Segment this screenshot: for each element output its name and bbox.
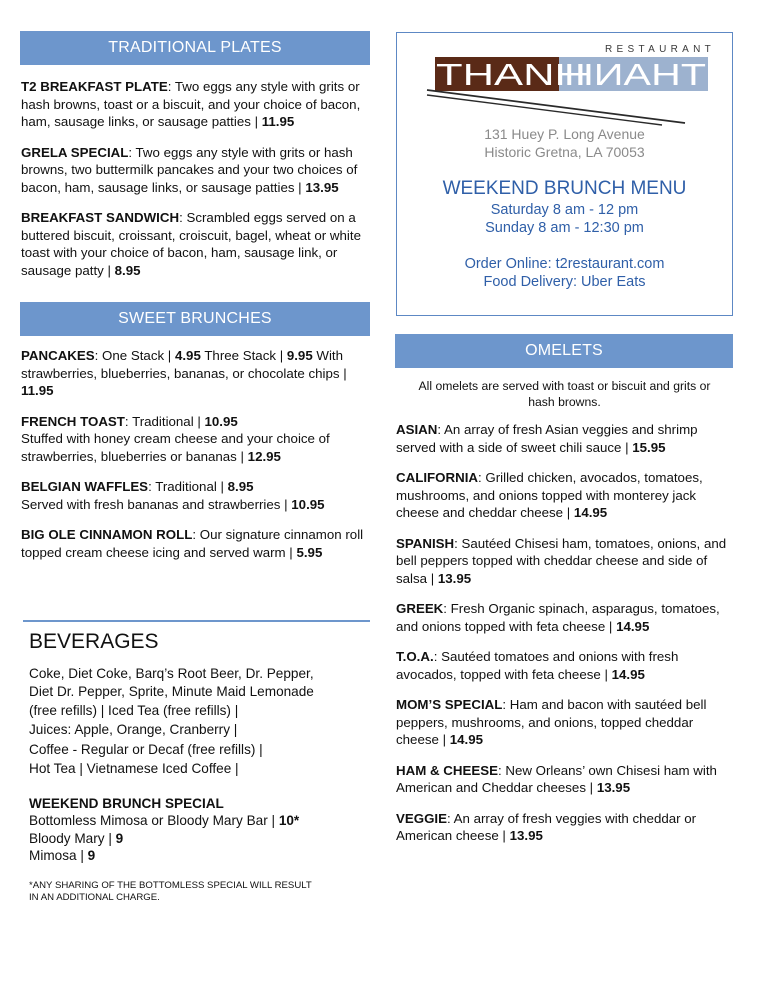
logo-restaurant-label: RESTAURANT (605, 44, 716, 55)
special-line: Mimosa | 9 (29, 848, 96, 863)
beverage-line: Diet Dr. Pepper, Sprite, Minute Maid Lemonade (29, 684, 314, 699)
omelets-list (396, 421, 734, 858)
order-online-link[interactable]: Order Online: t2restaurant.com (464, 256, 665, 272)
list-item: BIG OLE CINNAMON ROLL: Our signature cinnamon roll topped cream cheese icing and served warm | 5.95 (21, 527, 364, 560)
list-item: FRENCH TOAST: Traditional | 10.95 Stuffed with honey cream cheese and your choice of strawberries, blueberries or bananas | 12.95 (21, 413, 330, 464)
restaurant-logo (397, 33, 732, 133)
traditional-plates-list (21, 78, 369, 292)
omelets-intro: All omelets are served with toast or biscuit and grits or hash browns. (418, 379, 711, 409)
list-item: T2 BREAKFAST PLATE: Two eggs any style with grits or hash browns, toast or a biscuit, and your choice of bacon, ham, sausage links, or sausage patties | 11.95 (21, 79, 361, 129)
brunch-special-title: WEEKEND BRUNCH SPECIAL (29, 795, 224, 811)
logo-mirror-word: THANH (564, 57, 706, 92)
saturday-hours: Saturday 8 am - 12 pm (490, 202, 639, 218)
omelets-header: OMELETS (395, 334, 733, 368)
beverages-section (29, 630, 369, 904)
traditional-plates-header: TRADITIONAL PLATES (20, 31, 370, 65)
beverage-line: Coke, Diet Coke, Barq’s Root Beer, Dr. Pepper, (29, 665, 314, 681)
sunday-hours: Sunday 8 am - 12:30 pm (485, 220, 644, 236)
beverage-line: (free refills) | Iced Tea (free refills) | (29, 702, 239, 718)
beverages-title: BEVERAGES (29, 630, 159, 653)
list-item: CALIFORNIA: Grilled chicken, avocados, tomatoes, mushrooms, and onions topped with monterey jack cheese and cheddar cheese | 14.95 (396, 470, 703, 520)
address-line-2: Historic Gretna, LA 70053 (484, 144, 645, 160)
list-item: MOM’S SPECIAL: Ham and bacon with sautéed bell peppers, mushrooms, and onions, topped cheddar cheese | 14.95 (396, 697, 707, 747)
beverage-line: Coffee - Regular or Decaf (free refills) | (29, 741, 263, 757)
sharing-note: *ANY SHARING OF THE BOTTOMLESS SPECIAL WILL RESULT IN AN ADDITIONAL CHARGE. (29, 879, 312, 903)
list-item: T.O.A.: Sautéed tomatoes and onions with fresh avocados, topped with feta cheese | 14.95 (396, 649, 679, 682)
special-line: Bloody Mary | 9 (29, 830, 124, 846)
beverage-line: Juices: Apple, Orange, Cranberry | (29, 722, 238, 737)
food-delivery: Food Delivery: Uber Eats (483, 274, 646, 290)
list-item: GRELA SPECIAL: Two eggs any style with grits or hash browns, two buttermilk pancakes and your two choices of bacon, ham, sausage links, or sausage patties | 13.95 (21, 144, 358, 195)
list-item: VEGGIE: An array of fresh veggies with cheddar or American cheese | 13.95 (396, 810, 697, 843)
beverage-line: Hot Tea | Vietnamese Iced Coffee | (29, 761, 239, 776)
menu-title: WEEKEND BRUNCH MENU (442, 178, 687, 199)
list-item: PANCAKES: One Stack | 4.95 Three Stack | 9.95 With strawberries, blueberries, bananas, or chocolate chips | 11.95 (21, 348, 347, 398)
beverages-divider (23, 620, 370, 622)
list-item: ASIAN: An array of fresh Asian veggies and shrimp served with a side of sweet chili sauce | 15.95 (396, 422, 698, 455)
logo-word: THANH (436, 57, 586, 92)
list-item: BREAKFAST SANDWICH: Scrambled eggs served on a buttered biscuit, croissant, croiscuit, bagel, wheat or white toast with your choice of bacon, ham, sausage link, or sausage patty | 8.95 (21, 210, 361, 278)
list-item: HAM & CHEESE: New Orleans’ own Chisesi ham with American and Cheddar cheeses | 13.95 (396, 762, 717, 795)
special-line: Bottomless Mimosa or Bloody Mary Bar | 10* (29, 813, 300, 828)
list-item: GREEK: Fresh Organic spinach, asparagus, tomatoes, and onions topped with feta cheese | 14.95 (396, 601, 720, 634)
list-item: BELGIAN WAFFLES: Traditional | 8.95 Served with fresh bananas and strawberries | 10.95 (21, 479, 325, 512)
restaurant-info-box (396, 32, 733, 316)
sweet-brunches-list (21, 347, 369, 574)
sweet-brunches-header: SWEET BRUNCHES (20, 302, 370, 336)
address-line-1: 131 Huey P. Long Avenue (484, 126, 645, 142)
list-item: SPANISH: Sautéed Chisesi ham, tomatoes, onions, and bell peppers topped with cheddar cheese and side of salsa | 13.95 (396, 535, 727, 586)
